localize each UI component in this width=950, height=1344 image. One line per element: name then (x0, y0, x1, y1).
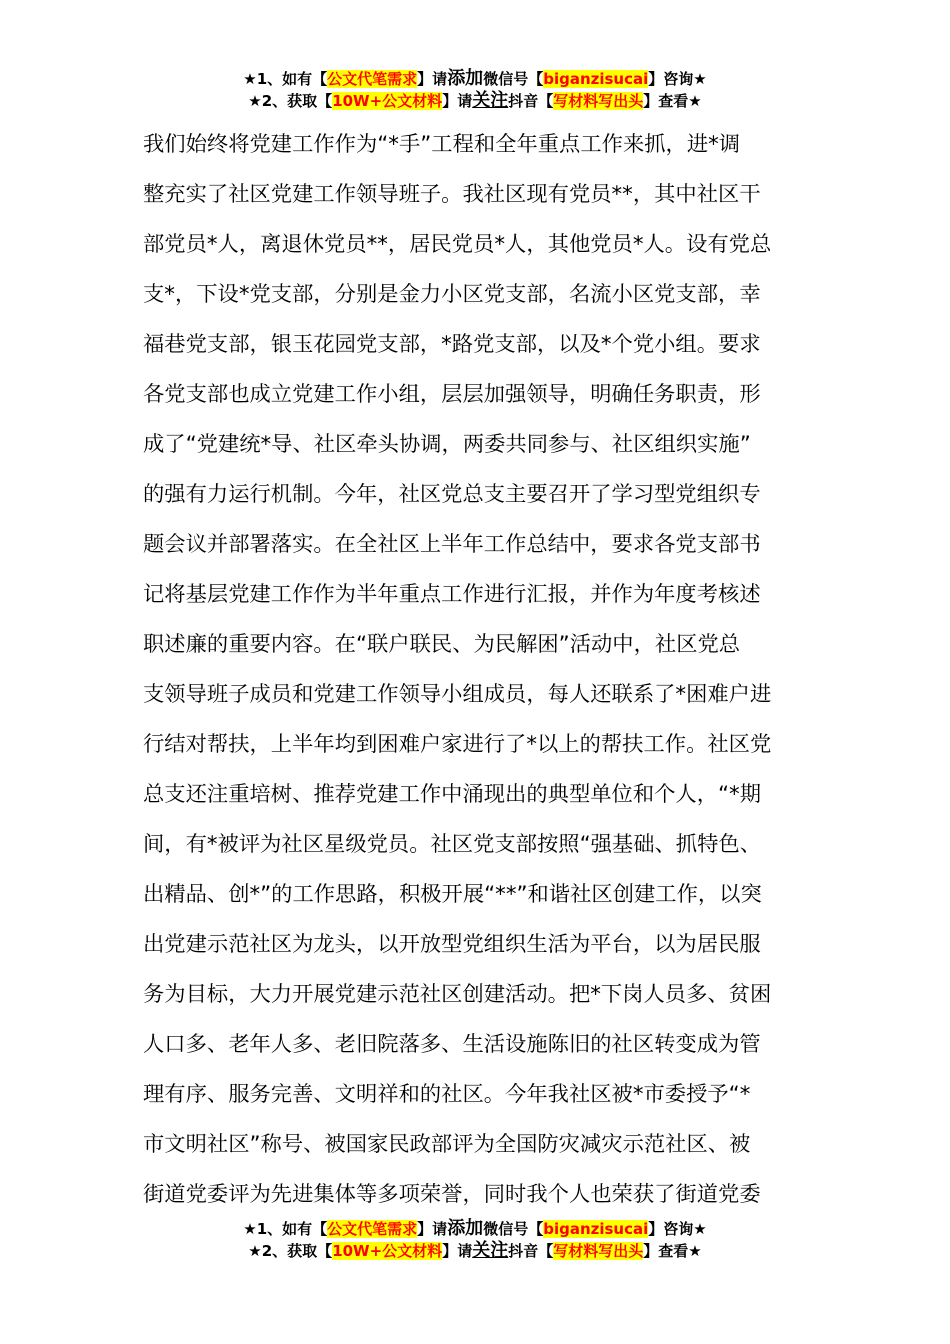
body-line: 出党建示范社区为龙头，以开放型党组织生活为平台，以为居民服 (143, 932, 761, 957)
body-line: 题会议并部署落实。在全社区上半年工作总结中，要求各党支部书 (143, 532, 761, 557)
body-line: 支领导班子成员和党建工作领导小组成员，每人还联系了*困难户进 (143, 682, 772, 707)
body-line: 出精品、创*”的工作思路，积极开展“**”和谐社区创建工作，以突 (143, 882, 762, 907)
banner-line-1 (0, 68, 950, 90)
body-line: 我们始终将党建工作作为“*手”工程和全年重点工作来抓，进*调 (143, 132, 741, 157)
body-line: 记将基层党建工作作为半年重点工作进行汇报，并作为年度考核述 (143, 582, 761, 607)
banner-highlight-wechat-id: biganzisucai (543, 1220, 649, 1238)
body-line: 成了“党建统*导、社区牵头协调，两委共同参与、社区组织实施” (143, 432, 751, 457)
body-line: 务为目标，大力开展党建示范社区创建活动。把*下岗人员多、贫困 (143, 982, 772, 1007)
banner-text: ★1、如有【 (243, 1220, 328, 1238)
banner-line-2 (0, 90, 950, 112)
bottom-banner (0, 1218, 950, 1262)
banner-text: 】请 (442, 1242, 473, 1260)
body-line: 福巷党支部，银玉花园党支部，*路党支部，以及*个党小组。要求 (143, 332, 761, 357)
banner-highlight-service: 公文代笔需求 (327, 70, 418, 88)
banner-text: 抖音【 (508, 92, 554, 110)
banner-highlight-wechat-id: biganzisucai (543, 70, 649, 88)
banner-text: 抖音【 (508, 1242, 554, 1260)
body-line: 行结对帮扶，上半年均到困难户家进行了*以上的帮扶工作。社区党 (143, 732, 772, 757)
banner-text: ★2、获取【 (248, 1242, 333, 1260)
banner-text: 】查看★ (643, 92, 702, 110)
banner-text: 】请 (417, 1220, 448, 1238)
body-line: 职述廉的重要内容。在“联户联民、为民解困”活动中，社区党总 (143, 632, 741, 657)
banner-highlight-materials: 10W+公文材料 (332, 92, 443, 110)
body-line: 市文明社区”称号、被国家民政部评为全国防灾减灾示范社区、被 (143, 1132, 751, 1157)
banner-text: 】咨询★ (648, 1220, 707, 1238)
banner-emphasis: 关注 (472, 90, 509, 111)
banner-highlight-materials: 10W+公文材料 (332, 1242, 443, 1260)
body-line: 人口多、老年人多、老旧院落多、生活设施陈旧的社区转变成为管 (143, 1032, 761, 1057)
banner-line-2 (0, 1240, 950, 1262)
document-body (143, 120, 813, 1220)
banner-text: ★1、如有【 (243, 70, 328, 88)
body-line: 整充实了社区党建工作领导班子。我社区现有党员**，其中社区干 (143, 182, 761, 207)
body-line: 街道党委评为先进集体等多项荣誉，同时我个人也荣获了街道党委 (143, 1182, 761, 1207)
top-banner (0, 68, 950, 112)
banner-emphasis: 添加 (447, 1218, 484, 1239)
banner-text: 】请 (442, 92, 473, 110)
banner-text: 】咨询★ (648, 70, 707, 88)
banner-text: 微信号【 (483, 1220, 544, 1238)
banner-highlight-douyin: 写材料写出头 (553, 1242, 644, 1260)
banner-text: 微信号【 (483, 70, 544, 88)
banner-highlight-service: 公文代笔需求 (327, 1220, 418, 1238)
banner-line-1 (0, 1218, 950, 1240)
banner-highlight-douyin: 写材料写出头 (553, 92, 644, 110)
banner-emphasis: 添加 (447, 68, 484, 89)
banner-emphasis: 关注 (472, 1240, 509, 1261)
body-line: 的强有力运行机制。今年，社区党总支主要召开了学习型党组织专 (143, 482, 761, 507)
banner-text: 】请 (417, 70, 448, 88)
body-line: 总支还注重培树、推荐党建工作中涌现出的典型单位和个人，“*期 (143, 782, 761, 807)
body-line: 理有序、服务完善、文明祥和的社区。今年我社区被*市委授予“* (143, 1082, 751, 1107)
banner-text: 】查看★ (643, 1242, 702, 1260)
body-line: 间，有*被评为社区星级党员。社区党支部按照“强基础、抓特色、 (143, 832, 761, 857)
body-line: 支*，下设*党支部，分别是金力小区党支部，名流小区党支部，幸 (143, 282, 761, 307)
banner-text: ★2、获取【 (248, 92, 333, 110)
body-line: 各党支部也成立党建工作小组，层层加强领导，明确任务职责，形 (143, 382, 761, 407)
body-line: 部党员*人，离退休党员**，居民党员*人，其他党员*人。设有党总 (143, 232, 772, 257)
